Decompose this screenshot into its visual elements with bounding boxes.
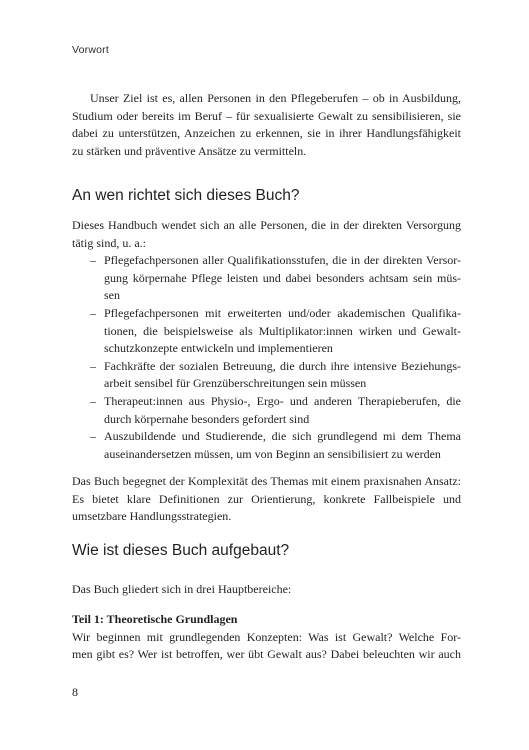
list-item-line: Therapeut:innen aus Physio-, Ergo- und anderen Therapieberufen, die <box>104 393 461 408</box>
structure-intro <box>72 581 461 599</box>
part-1-section <box>72 611 461 664</box>
list-item-line: arbeit sensibel für Grenzüberschreitungen sein müssen <box>104 376 367 391</box>
list-item-line: sen <box>104 288 120 303</box>
list-bullet: – <box>90 253 96 268</box>
audience-list <box>72 252 461 463</box>
paragraph-line: men gibt es? Wer ist betroffen, wer übt Gewalt aus? Dabei beleuchten wir auch <box>72 647 461 662</box>
list-item <box>72 305 461 358</box>
section-heading-structure: Wie ist dieses Buch aufgebaut? <box>72 542 290 559</box>
intro-paragraph <box>72 90 461 160</box>
page-number: 8 <box>72 685 78 699</box>
paragraph-line: zu stärken und präventive Ansätze zu vermitteln. <box>72 143 307 158</box>
list-bullet: – <box>90 305 96 320</box>
list-item-line: Fachkräfte der sozialen Betreuung, die durch ihre intensive Beziehungs- <box>104 358 461 373</box>
closing-paragraph <box>72 473 461 526</box>
paragraph-line: Unser Ziel ist es, allen Personen in den Pflegeberufen – ob in Ausbildung, <box>90 91 461 105</box>
list-item-line: Pflegefachpersonen mit erweiterten und/oder akademischen Qualifika- <box>104 305 461 320</box>
paragraph-line: Studium oder bereits im Beruf – für sexualisierte Gewalt zu sensibilisieren, sie <box>72 108 461 123</box>
list-item <box>72 428 461 463</box>
list-item-line: gung körpernahe Pflege leisten und dabei besonders achtsam sein müs- <box>104 270 461 285</box>
part-title: Teil 1: Theoretische Grundlagen <box>72 612 238 626</box>
paragraph-line: dabei zu unterstützen, Anzeichen zu erkennen, sie in ihrer Handlungsfähigkeit <box>72 126 461 141</box>
paragraph-line: Es bietet klare Definitionen zur Orientierung, konkrete Fallbeispiele und <box>72 491 461 506</box>
list-bullet: – <box>90 393 96 408</box>
list-item-line: durch körpernahe besonders gefordert sind <box>104 411 310 426</box>
list-item <box>72 358 461 393</box>
list-item-line: Pflegefachpersonen aller Qualifikationsstufen, die in der direkten Versor- <box>104 253 461 268</box>
paragraph-line: umsetzbare Handlungsstrategien. <box>72 509 232 524</box>
list-bullet: – <box>90 358 96 373</box>
paragraph-line: Das Buch begegnet der Komplexität des Themas mit einem praxisnahen Ansatz: <box>72 474 461 488</box>
running-header: Vorwort <box>72 44 109 56</box>
list-item <box>72 252 461 305</box>
list-item <box>72 393 461 428</box>
paragraph-line: Dieses Handbuch wendet sich an alle Personen, die in der direkten Versorgung <box>72 218 461 232</box>
list-bullet: – <box>90 429 96 444</box>
audience-body <box>72 217 461 463</box>
paragraph-line: tätig sind, u. a.: <box>72 235 146 250</box>
list-item-line: schutzkonzepte entwickeln und implementieren <box>104 341 333 356</box>
paragraph-line: Wir beginnen mit grundlegenden Konzepten: Was ist Gewalt? Welche For- <box>72 629 461 644</box>
list-item-line: tionen, die beispielsweise als Multiplikator:innen wirken und Gewalt- <box>104 323 461 338</box>
section-heading-audience: An wen richtet sich dieses Buch? <box>72 187 300 204</box>
list-item-line: auseinandersetzen müssen, um von Beginn an sensibilisiert zu werden <box>104 446 441 461</box>
list-item-line: Auszubildende und Studierende, die sich grundlegend mi dem Thema <box>104 429 461 444</box>
paragraph-line: Das Buch gliedert sich in drei Hauptbereiche: <box>72 582 292 596</box>
